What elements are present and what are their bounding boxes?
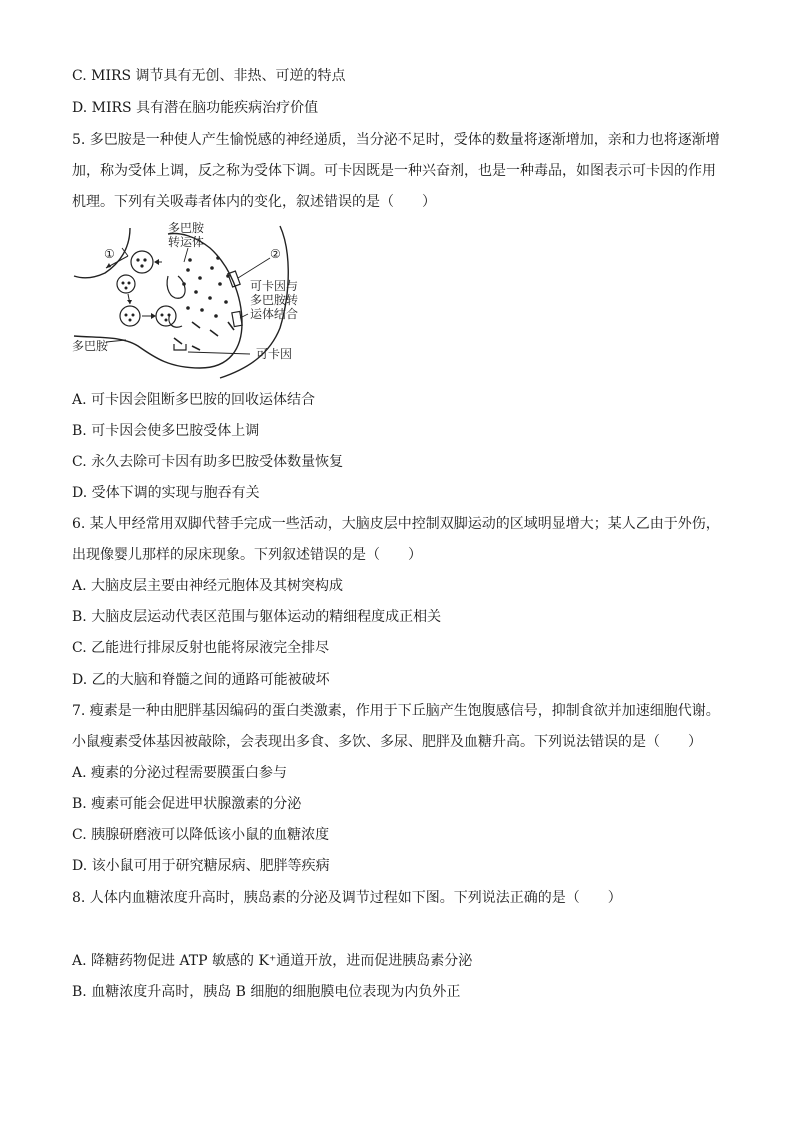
q4-option-d: D. MIRS 具有潜在脑功能疾病治疗价值 — [72, 100, 319, 116]
q7-stem-line-2: 小鼠瘦素受体基因被敲除，会表现出多食、多饮、多尿、肥胖及血糖升高。下列说法错误的是（ ） — [72, 734, 702, 750]
label-transporter-2: 转运体 — [168, 235, 205, 249]
cocaine-mechanism-figure — [70, 218, 320, 382]
q6-option-a: A. 大脑皮层主要由神经元胞体及其树突构成 — [72, 578, 344, 594]
vesicle-4 — [156, 306, 176, 326]
dopamine-molecules — [182, 256, 230, 318]
q5-option-a: A. 可卡因会阻断多巴胺的回收运体结合 — [72, 392, 316, 408]
cocaine-molecules — [174, 322, 234, 350]
q5-option-c: C. 永久去除可卡因有助多巴胺受体数量恢复 — [72, 454, 344, 470]
q7-option-b: B. 瘦素可能会促进甲状腺激素的分泌 — [72, 796, 302, 812]
q7-stem-line-1: 7. 瘦素是一种由肥胖基因编码的蛋白类激素，作用于下丘脑产生饱腹感信号，抑制食欲并加速细胞代谢。 — [72, 703, 720, 719]
q8-stem-line-1: 8. 人体内血糖浓度升高时，胰岛素的分泌及调节过程如下图。下列说法正确的是（ ） — [72, 890, 622, 906]
q4-option-c: C. MIRS 调节具有无创、非热、可逆的特点 — [72, 68, 346, 84]
dopamine-transporter-2 — [232, 311, 242, 326]
q6-stem-line-1: 6. 某人甲经常用双脚代替手完成一些活动，大脑皮层中控制双脚运动的区域明显增大；某人乙由于外伤， — [72, 516, 720, 532]
label-cocaine: 可卡因 — [256, 347, 293, 361]
q5-stem-line-1: 5. 多巴胺是一种使人产生愉悦感的神经递质，当分泌不足时，受体的数量将逐渐增加，亲和力也将逐渐增 — [72, 132, 720, 148]
vesicle-2 — [117, 275, 135, 293]
q5-option-d: D. 受体下调的实现与胞吞有关 — [72, 485, 260, 501]
vesicle-1 — [131, 251, 153, 273]
label-bound-3: 运体结合 — [250, 307, 299, 321]
vesicle-3 — [120, 306, 140, 326]
q8-option-b: B. 血糖浓度升高时，胰岛 B 细胞的细胞膜电位表现为内负外正 — [72, 984, 461, 1000]
receptor — [174, 344, 186, 350]
label-bound-1: 可卡因与 — [250, 279, 299, 293]
q5-stem-line-2: 加，称为受体上调，反之称为受体下调。可卡因既是一种兴奋剂，也是一种毒品，如图表示可卡因的作用 — [72, 163, 716, 179]
q7-option-c: C. 胰腺研磨液可以降低该小鼠的血糖浓度 — [72, 827, 330, 843]
q7-option-d: D. 该小鼠可用于研究糖尿病、肥胖等疾病 — [72, 858, 330, 874]
membrane-fold — [167, 276, 185, 298]
q8-option-a: A. 降糖药物促进 ATP 敏感的 K⁺通道开放，进而促进胰岛素分泌 — [72, 953, 473, 969]
q6-option-c: C. 乙能进行排尿反射也能将尿液完全排尽 — [72, 640, 330, 656]
q6-option-b: B. 大脑皮层运动代表区范围与躯体运动的精细程度成正相关 — [72, 609, 442, 625]
label-transporter-1: 多巴胺 — [168, 221, 205, 235]
label-dopamine: 多巴胺 — [72, 339, 109, 353]
q5-option-b: B. 可卡因会使多巴胺受体上调 — [72, 423, 260, 439]
presynaptic-membrane-top — [74, 228, 130, 278]
q5-stem-line-3: 机理。下列有关吸毒者体内的变化，叙述错误的是（ ） — [72, 194, 436, 210]
label-circle-1: ① — [104, 247, 115, 261]
q6-stem-line-2: 出现像婴儿那样的尿床现象。下列叙述错误的是（ ） — [72, 547, 422, 563]
q7-option-a: A. 瘦素的分泌过程需要膜蛋白参与 — [72, 765, 288, 781]
q6-option-d: D. 乙的大脑和脊髓之间的通路可能被破坏 — [72, 672, 330, 688]
label-bound-2: 多巴胺转 — [250, 293, 299, 307]
label-circle-2: ② — [270, 247, 281, 261]
